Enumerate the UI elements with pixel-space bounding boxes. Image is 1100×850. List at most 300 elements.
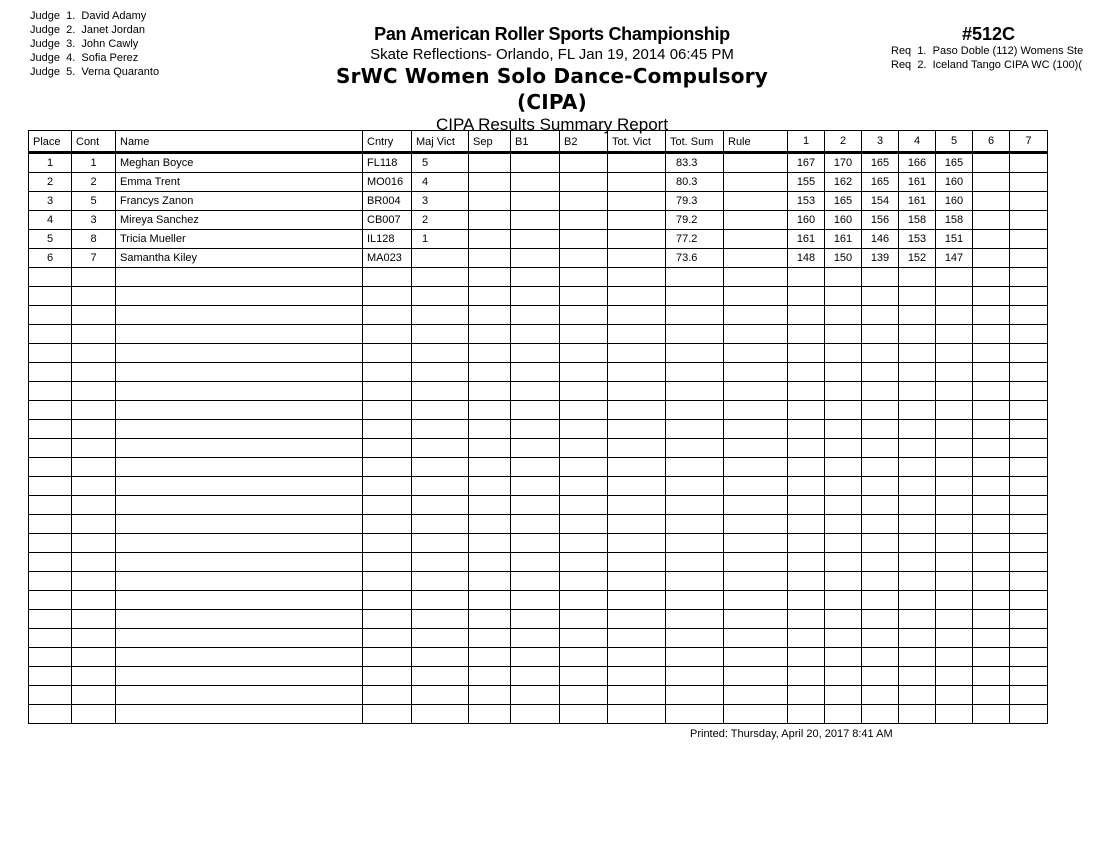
cell-j7 (1010, 268, 1048, 287)
cell-name (116, 287, 363, 306)
cell-b1 (511, 667, 560, 686)
cell-j7 (1010, 496, 1048, 515)
cell-name: Tricia Mueller (116, 230, 363, 249)
cell-name (116, 306, 363, 325)
judge-label: Judge (30, 10, 60, 22)
cell-b2 (560, 420, 608, 439)
cell-j5: 147 (936, 249, 973, 268)
cell-tot-vict (608, 534, 666, 553)
table-row-empty (29, 629, 1048, 648)
cell-rule (724, 629, 788, 648)
cell-b1 (511, 306, 560, 325)
table-row-empty (29, 553, 1048, 572)
cell-cont (72, 648, 116, 667)
cell-j2 (825, 686, 862, 705)
cell-j1 (788, 591, 825, 610)
cell-j1 (788, 629, 825, 648)
cell-name (116, 268, 363, 287)
judge-number: 2. (66, 24, 76, 36)
judges-list (30, 9, 159, 79)
cell-j7 (1010, 173, 1048, 192)
cell-b1 (511, 515, 560, 534)
cell-maj-vict (412, 477, 469, 496)
cell-cntry (363, 287, 412, 306)
cell-place: 6 (29, 249, 72, 268)
cell-b2 (560, 439, 608, 458)
cell-name (116, 401, 363, 420)
cell-sep (469, 439, 511, 458)
cell-j5 (936, 648, 973, 667)
requirement-entry (891, 58, 1083, 72)
cell-j5 (936, 572, 973, 591)
cell-cntry (363, 610, 412, 629)
cell-cntry (363, 667, 412, 686)
cell-j3 (862, 306, 899, 325)
cell-name (116, 458, 363, 477)
judge-name: Verna Quaranto (81, 66, 160, 78)
cell-j3 (862, 591, 899, 610)
col-header-judge-2: 2 (825, 131, 862, 153)
cell-j7 (1010, 534, 1048, 553)
cell-j4 (899, 325, 936, 344)
cell-cont (72, 401, 116, 420)
cell-j6 (973, 173, 1010, 192)
req-text: Paso Doble (112) Womens Ste (932, 45, 1084, 57)
cell-j2 (825, 382, 862, 401)
cell-name (116, 325, 363, 344)
cell-tot-sum: 73.6 (666, 249, 724, 268)
cell-rule (724, 458, 788, 477)
cell-sep (469, 306, 511, 325)
cell-name (116, 572, 363, 591)
cell-place: 4 (29, 211, 72, 230)
cell-j5: 160 (936, 173, 973, 192)
cell-j3 (862, 667, 899, 686)
cell-sep (469, 648, 511, 667)
cell-j6 (973, 153, 1010, 173)
cell-j7 (1010, 363, 1048, 382)
cell-j1 (788, 363, 825, 382)
cell-maj-vict (412, 648, 469, 667)
cell-cont: 8 (72, 230, 116, 249)
cell-j6 (973, 287, 1010, 306)
req-label: Req (891, 59, 912, 71)
cell-j2 (825, 648, 862, 667)
judge-entry (30, 65, 159, 79)
report-title: CIPA Results Summary Report (435, 115, 669, 134)
cell-j1 (788, 553, 825, 572)
cell-tot-sum (666, 572, 724, 591)
req-text: Iceland Tango CIPA WC (100)( (932, 59, 1083, 71)
cell-maj-vict: 5 (412, 153, 469, 173)
cell-tot-vict (608, 363, 666, 382)
cell-j6 (973, 439, 1010, 458)
cell-cntry (363, 705, 412, 724)
table-row-empty (29, 591, 1048, 610)
cell-cont: 7 (72, 249, 116, 268)
cell-j6 (973, 572, 1010, 591)
cell-name (116, 610, 363, 629)
cell-j5 (936, 610, 973, 629)
cell-tot-sum (666, 610, 724, 629)
cell-j7 (1010, 515, 1048, 534)
table-row-empty (29, 268, 1048, 287)
cell-rule (724, 553, 788, 572)
cell-rule (724, 401, 788, 420)
cell-j5: 165 (936, 153, 973, 173)
cell-cont: 3 (72, 211, 116, 230)
cell-j5 (936, 477, 973, 496)
cell-b2 (560, 686, 608, 705)
table-row-empty (29, 363, 1048, 382)
cell-j4 (899, 648, 936, 667)
cell-tot-vict (608, 515, 666, 534)
cell-sep (469, 230, 511, 249)
cell-b1 (511, 686, 560, 705)
cell-j4 (899, 382, 936, 401)
cell-cntry: MA023 (363, 249, 412, 268)
cell-j4 (899, 610, 936, 629)
cell-cont (72, 363, 116, 382)
cell-cont (72, 667, 116, 686)
cell-j4 (899, 572, 936, 591)
cell-name (116, 382, 363, 401)
cell-b2 (560, 287, 608, 306)
cell-j7 (1010, 401, 1048, 420)
cell-place (29, 325, 72, 344)
cell-j4: 152 (899, 249, 936, 268)
cell-j3 (862, 610, 899, 629)
cell-maj-vict (412, 382, 469, 401)
cell-b1 (511, 287, 560, 306)
table-row (29, 153, 1048, 173)
cell-cont (72, 382, 116, 401)
cell-j5 (936, 344, 973, 363)
table-row-empty (29, 306, 1048, 325)
cell-sep (469, 401, 511, 420)
cell-place (29, 610, 72, 629)
cell-name (116, 553, 363, 572)
cell-cntry (363, 686, 412, 705)
cell-rule (724, 534, 788, 553)
cell-place (29, 458, 72, 477)
cell-j7 (1010, 306, 1048, 325)
cell-tot-sum: 80.3 (666, 173, 724, 192)
cell-j3 (862, 477, 899, 496)
cell-b1 (511, 629, 560, 648)
cell-tot-vict (608, 496, 666, 515)
cell-tot-sum (666, 401, 724, 420)
cell-b2 (560, 667, 608, 686)
cell-sep (469, 363, 511, 382)
cell-tot-vict (608, 629, 666, 648)
cell-b2 (560, 591, 608, 610)
cell-maj-vict: 2 (412, 211, 469, 230)
cell-cont (72, 553, 116, 572)
event-title: SrWC Women Solo Dance-Compulsory (CIPA) (335, 64, 769, 114)
cell-tot-vict (608, 173, 666, 192)
req-number: 2. (917, 59, 927, 71)
cell-j3 (862, 496, 899, 515)
cell-maj-vict (412, 420, 469, 439)
cell-place (29, 515, 72, 534)
judge-label: Judge (30, 52, 60, 64)
cell-j4: 158 (899, 211, 936, 230)
cell-tot-vict (608, 153, 666, 173)
col-header-cont: Cont (72, 131, 116, 153)
cell-place (29, 496, 72, 515)
cell-j3 (862, 420, 899, 439)
cell-b2 (560, 534, 608, 553)
cell-j3 (862, 458, 899, 477)
cell-tot-sum: 79.2 (666, 211, 724, 230)
col-header-b2: B2 (560, 131, 608, 153)
cell-sep (469, 496, 511, 515)
col-header-b1: B1 (511, 131, 560, 153)
cell-j3 (862, 268, 899, 287)
cell-tot-vict (608, 325, 666, 344)
table-row-empty (29, 572, 1048, 591)
cell-cont (72, 496, 116, 515)
cell-rule (724, 230, 788, 249)
cell-j4: 161 (899, 173, 936, 192)
cell-place (29, 477, 72, 496)
cell-tot-sum (666, 325, 724, 344)
cell-cntry (363, 629, 412, 648)
cell-b2 (560, 705, 608, 724)
cell-cntry (363, 420, 412, 439)
cell-name: Mireya Sanchez (116, 211, 363, 230)
cell-j7 (1010, 458, 1048, 477)
cell-j1 (788, 515, 825, 534)
cell-b1 (511, 420, 560, 439)
cell-cont (72, 420, 116, 439)
cell-j2 (825, 629, 862, 648)
col-header-judge-4: 4 (899, 131, 936, 153)
cell-j2 (825, 496, 862, 515)
cell-j6 (973, 686, 1010, 705)
cell-sep (469, 420, 511, 439)
cell-tot-vict (608, 230, 666, 249)
cell-cont: 1 (72, 153, 116, 173)
cell-j6 (973, 363, 1010, 382)
cell-j7 (1010, 230, 1048, 249)
cell-cont (72, 344, 116, 363)
cell-place: 5 (29, 230, 72, 249)
col-header-maj-vict: Maj Vict (412, 131, 469, 153)
cell-tot-sum (666, 667, 724, 686)
cell-j5 (936, 553, 973, 572)
cell-sep (469, 705, 511, 724)
cell-j7 (1010, 610, 1048, 629)
cell-tot-sum: 79.3 (666, 192, 724, 211)
cell-place (29, 344, 72, 363)
cell-j3 (862, 553, 899, 572)
cell-j1 (788, 420, 825, 439)
cell-name (116, 667, 363, 686)
cell-tot-vict (608, 401, 666, 420)
cell-b2 (560, 344, 608, 363)
table-row-empty (29, 325, 1048, 344)
req-number: 1. (917, 45, 927, 57)
table-row-empty (29, 420, 1048, 439)
cell-maj-vict (412, 496, 469, 515)
cell-tot-sum (666, 382, 724, 401)
table-header-row (29, 131, 1048, 153)
cell-j6 (973, 591, 1010, 610)
cell-place (29, 591, 72, 610)
cell-j2: 160 (825, 211, 862, 230)
cell-b2 (560, 496, 608, 515)
cell-maj-vict (412, 610, 469, 629)
cell-j3 (862, 439, 899, 458)
cell-j4 (899, 306, 936, 325)
cell-cntry (363, 648, 412, 667)
table-row-empty (29, 458, 1048, 477)
cell-j6 (973, 211, 1010, 230)
cell-cont (72, 268, 116, 287)
cell-b1 (511, 268, 560, 287)
cell-j2: 170 (825, 153, 862, 173)
cell-place: 1 (29, 153, 72, 173)
cell-name: Samantha Kiley (116, 249, 363, 268)
cell-rule (724, 515, 788, 534)
judge-number: 3. (66, 38, 76, 50)
cell-b2 (560, 458, 608, 477)
table-row-empty (29, 686, 1048, 705)
cell-j4 (899, 344, 936, 363)
cell-j5 (936, 496, 973, 515)
cell-tot-vict (608, 439, 666, 458)
cell-cntry (363, 401, 412, 420)
cell-cont (72, 306, 116, 325)
cell-j3: 165 (862, 173, 899, 192)
cell-cntry (363, 572, 412, 591)
col-header-place: Place (29, 131, 72, 153)
cell-sep (469, 629, 511, 648)
cell-j7 (1010, 553, 1048, 572)
cell-b2 (560, 401, 608, 420)
cell-sep (469, 173, 511, 192)
table-row-empty (29, 401, 1048, 420)
cell-cntry (363, 363, 412, 382)
judge-number: 4. (66, 52, 76, 64)
col-header-judge-7: 7 (1010, 131, 1048, 153)
cell-place (29, 648, 72, 667)
cell-b1 (511, 572, 560, 591)
cell-j7 (1010, 325, 1048, 344)
cell-j7 (1010, 477, 1048, 496)
cell-maj-vict (412, 268, 469, 287)
cell-j2 (825, 420, 862, 439)
cell-j4 (899, 363, 936, 382)
cell-j2 (825, 591, 862, 610)
cell-j2 (825, 439, 862, 458)
cell-j4 (899, 439, 936, 458)
cell-place: 3 (29, 192, 72, 211)
cell-maj-vict (412, 249, 469, 268)
cell-name (116, 439, 363, 458)
cell-maj-vict (412, 363, 469, 382)
cell-j5 (936, 591, 973, 610)
cell-sep (469, 249, 511, 268)
cell-cont (72, 515, 116, 534)
cell-tot-sum (666, 268, 724, 287)
cell-j2 (825, 534, 862, 553)
col-header-judge-6: 6 (973, 131, 1010, 153)
cell-j1: 161 (788, 230, 825, 249)
cell-place (29, 382, 72, 401)
cell-rule (724, 173, 788, 192)
cell-name (116, 648, 363, 667)
cell-j4 (899, 515, 936, 534)
col-header-judge-1: 1 (788, 131, 825, 153)
cell-tot-vict (608, 249, 666, 268)
cell-maj-vict (412, 572, 469, 591)
cell-j1: 167 (788, 153, 825, 173)
cell-name: Francys Zanon (116, 192, 363, 211)
cell-maj-vict (412, 325, 469, 344)
cell-maj-vict (412, 667, 469, 686)
cell-j3 (862, 686, 899, 705)
cell-b1 (511, 344, 560, 363)
cell-place (29, 420, 72, 439)
cell-j4 (899, 686, 936, 705)
cell-tot-sum (666, 648, 724, 667)
cell-sep (469, 686, 511, 705)
cell-sep (469, 153, 511, 173)
cell-j6 (973, 382, 1010, 401)
cell-b1 (511, 648, 560, 667)
cell-name (116, 591, 363, 610)
cell-place (29, 667, 72, 686)
cell-sep (469, 458, 511, 477)
cell-j1 (788, 344, 825, 363)
cell-tot-sum (666, 363, 724, 382)
cell-maj-vict (412, 306, 469, 325)
cell-place (29, 705, 72, 724)
cell-tot-sum (666, 686, 724, 705)
cell-j4 (899, 458, 936, 477)
cell-b2 (560, 268, 608, 287)
cell-sep (469, 325, 511, 344)
cell-j5 (936, 515, 973, 534)
cell-j1 (788, 401, 825, 420)
cell-tot-vict (608, 192, 666, 211)
cell-j7 (1010, 211, 1048, 230)
cell-j5 (936, 268, 973, 287)
cell-b2 (560, 192, 608, 211)
cell-tot-vict (608, 572, 666, 591)
cell-j2 (825, 306, 862, 325)
cell-b2 (560, 230, 608, 249)
cell-j2 (825, 705, 862, 724)
cell-rule (724, 705, 788, 724)
cell-j1 (788, 496, 825, 515)
cell-j7 (1010, 287, 1048, 306)
cell-rule (724, 325, 788, 344)
cell-tot-sum (666, 534, 724, 553)
cell-b1 (511, 401, 560, 420)
cell-maj-vict (412, 439, 469, 458)
cell-place: 2 (29, 173, 72, 192)
cell-sep (469, 382, 511, 401)
cell-j5 (936, 420, 973, 439)
table-row-empty (29, 344, 1048, 363)
cell-j2 (825, 363, 862, 382)
cell-tot-sum (666, 629, 724, 648)
cell-sep (469, 344, 511, 363)
